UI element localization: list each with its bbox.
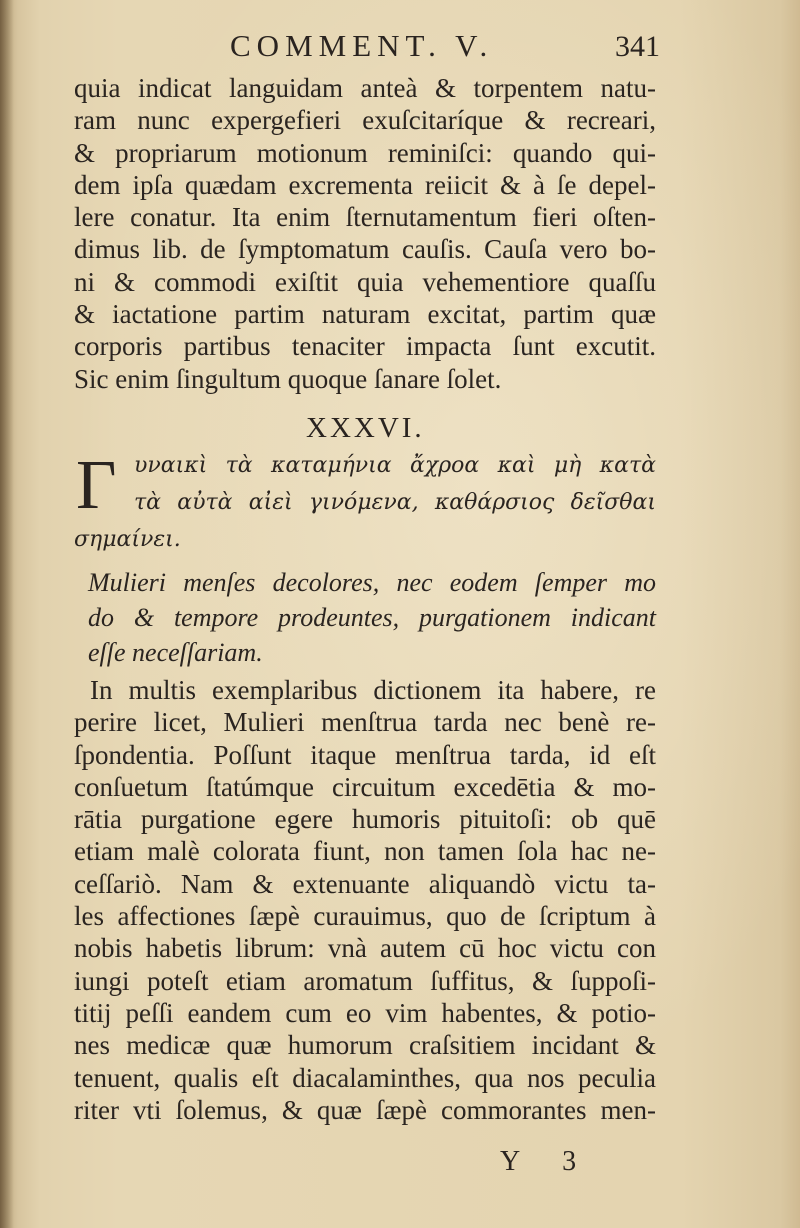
signature-mark: Y 3 xyxy=(500,1146,595,1177)
text-line: ceſſariò. Nam & extenuante aliquandò victu ta- xyxy=(74,868,656,899)
text-line: Sic enim ſingultum quoque ſanare ſolet. xyxy=(74,363,502,394)
text-line: perire licet, Mulieri menſtrua tarda nec benè re- xyxy=(74,707,656,738)
text-line: quia indicat languidam anteà & torpentem natu- xyxy=(74,73,656,103)
aphorism-number: XXXVI. xyxy=(306,412,425,444)
text-line: ſpondentia. Poſſunt itaque menſtrua tarda, id eſt xyxy=(74,739,656,770)
greek-line: υναικὶ τὰ καταμήνια ἄχροα καὶ μὴ κατὰ xyxy=(134,453,656,478)
text-line: rātia purgatione egere humoris pituitoſi: ob quē xyxy=(74,804,656,835)
text-line: dimus lib. de ſymptomatum cauſis. Cauſa vero bo- xyxy=(74,234,656,265)
latin-line: Mulieri menſes decolores, nec eodem ſemper mo xyxy=(88,568,656,597)
page-number: 341 xyxy=(615,30,660,63)
text-line: etiam malè colorata fiunt, non tamen ſola hac ne- xyxy=(74,836,656,867)
text-line: & iactatione partim naturam excitat, partim quæ xyxy=(74,299,656,330)
commentary-paragraph-2 xyxy=(74,674,656,1126)
text-line: In multis exemplaribus dictionem ita habere, re xyxy=(90,675,656,705)
latin-line: eſſe neceſſariam. xyxy=(88,638,263,667)
text-line: & propriarum motionum reminiſci: quando qui- xyxy=(74,137,656,168)
text-line: titij peſſi eandem cum eo vim habentes, & potio- xyxy=(74,997,656,1028)
text-line: tenuent, qualis eſt diacalaminthes, qua nos peculia xyxy=(74,1062,656,1093)
commentary-paragraph-1 xyxy=(74,72,656,395)
text-line: ram nunc expergefieri exuſcitaríque & recreari, xyxy=(74,105,656,136)
text-line: nes medicæ quæ humorum craſsitiem incidant & xyxy=(74,1030,656,1061)
text-line: riter vti ſolemus, & quæ ſæpè commorantes men- xyxy=(74,1094,656,1125)
text-line: les affectiones ſæpè curauimus, quo de ſcriptum à xyxy=(74,901,656,932)
text-line: iungi poteſt etiam aromatum ſuffitus, & ſuppoſi- xyxy=(74,965,656,996)
spine-shadow xyxy=(0,0,14,1228)
text-line: conſuetum ſtatúmque circuitum excedētia & mo- xyxy=(74,771,656,802)
aphorism-greek xyxy=(74,447,656,558)
aphorism-latin xyxy=(88,565,656,670)
text-line: ni & commodi exiſtit quia vehementiore quaſſu xyxy=(74,266,656,297)
running-head: COMMENT. V. xyxy=(230,28,494,63)
text-line: corporis partibus tenaciter impacta ſunt excutit. xyxy=(74,331,656,362)
page-header xyxy=(0,28,800,68)
greek-line: σημαίνει. xyxy=(74,527,181,552)
latin-line: do & tempore prodeuntes, purgationem indicant xyxy=(88,603,656,632)
text-line: lere conatur. Ita enim ſternutamentum fieri oſten- xyxy=(74,202,656,233)
greek-line: τὰ αὐτὰ αἰεὶ γινόμενα, καθάρσιος δεῖσθαι xyxy=(134,490,656,515)
drop-cap-initial: Γ xyxy=(76,447,117,524)
text-line: dem ipſa quædam excrementa reiicit & à ſe depel- xyxy=(74,169,656,200)
text-line: nobis habetis librum: vnà autem cū hoc victu con xyxy=(74,933,656,964)
